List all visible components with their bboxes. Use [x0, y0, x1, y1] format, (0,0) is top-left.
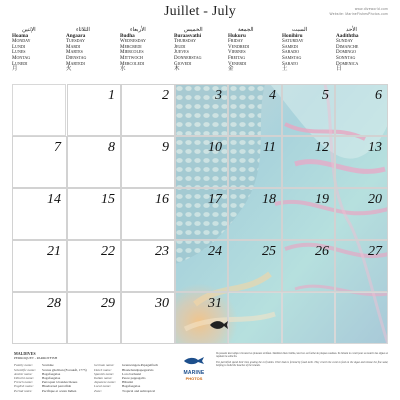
day-name-cjk: 水 [120, 66, 126, 73]
day-name-arabic: الإثنين [22, 27, 36, 33]
day-name-spanish: Domingo [336, 50, 357, 56]
day-number: 17 [208, 192, 222, 207]
day-name-german: Mittwoch [120, 55, 143, 61]
day-name-spanish: Martes [66, 50, 83, 56]
subject-label: PERROQUET - PARROTFISH [14, 356, 58, 361]
day-header-thursday [174, 28, 230, 73]
calendar-day [121, 240, 175, 292]
day-number: 13 [368, 140, 382, 155]
day-name-dhivehi: Buraasvathi [174, 32, 202, 39]
day-name-cjk: 土 [282, 66, 288, 73]
day-name-spanish: Sabado [282, 50, 300, 56]
day-name-french: Lundi [12, 44, 26, 50]
day-name-italian: Mercoledi [120, 61, 145, 67]
day-number: 8 [108, 140, 115, 155]
name-value: Tropical and subtropical [122, 388, 156, 393]
day-number: 28 [47, 296, 61, 311]
day-name-spanish: Jueves [174, 50, 189, 56]
calendar-day-empty [335, 292, 388, 344]
name-value: Grunwangen-Papageifisch [122, 363, 158, 368]
day-name-german: Dienstag [66, 55, 87, 61]
calendar-day [121, 188, 175, 240]
species-info [14, 352, 174, 393]
name-value: Perroquet à bandes bleues [42, 380, 78, 385]
calendar-day [228, 188, 282, 240]
calendar-day-empty [228, 292, 282, 344]
day-name-spanish: Miercoles [120, 50, 144, 56]
calendar-day [67, 136, 121, 188]
day-header-wednesday [120, 28, 176, 73]
day-name-dhivehi: Budha [120, 32, 135, 39]
name-value: Bagafaagalaa [42, 376, 61, 381]
calendar-grid [12, 84, 388, 344]
day-name-cjk: 木 [174, 66, 180, 73]
name-label: Dutch name: [94, 367, 112, 372]
day-number: 9 [162, 140, 169, 155]
name-value: Bagafaagalaa [42, 371, 61, 376]
day-name-english: Friday [228, 39, 244, 45]
day-name-english: Wednesday [120, 39, 146, 45]
day-name-arabic: الثلاثاء [76, 27, 90, 33]
calendar-day [228, 136, 282, 188]
name-value: Bagafaagalaa [122, 384, 141, 389]
day-number: 29 [101, 296, 115, 311]
day-number: 20 [368, 192, 382, 207]
day-number: 18 [262, 192, 276, 207]
name-label: Italian name: [94, 376, 113, 381]
brand-name-line-2: PHOTOS [185, 376, 203, 381]
day-name-english: Thursday [174, 39, 197, 45]
day-name-french: Mardi [66, 44, 81, 50]
brand-name-line-1: MARINE [183, 370, 205, 376]
day-number: 1 [108, 88, 115, 103]
day-name-english: Sunday [336, 39, 353, 45]
calendar-day [12, 136, 67, 188]
day-name-dhivehi: Angaara [66, 32, 86, 39]
day-number: 14 [47, 192, 61, 207]
day-name-french: Samedi [282, 44, 298, 50]
day-number: 11 [263, 140, 276, 155]
calendar-day [228, 240, 282, 292]
calendar-day [67, 84, 121, 136]
day-name-italian: Domenica [336, 61, 359, 67]
day-name-italian: Lunedi [12, 61, 28, 67]
calendar-day-empty [12, 84, 66, 136]
day-name-german: Freitag [228, 55, 246, 61]
name-label: French name: [14, 380, 33, 385]
day-name-spanish: Lunes [12, 50, 26, 56]
name-label: Family name: [14, 363, 33, 368]
day-number: 30 [155, 296, 169, 311]
species-names-table [14, 363, 174, 392]
name-label: Local name: [94, 384, 112, 389]
calendar-day [282, 240, 335, 292]
calendar-day [282, 84, 335, 136]
day-header-tuesday [66, 28, 122, 73]
day-name-spanish: Viernes [228, 50, 246, 56]
day-number: 2 [162, 88, 169, 103]
day-number: 10 [208, 140, 222, 155]
day-name-french: Dimanche [336, 44, 359, 50]
day-number: 7 [54, 140, 61, 155]
name-label: Spanish name: [94, 371, 115, 376]
calendar-day [12, 292, 67, 344]
day-number: 23 [155, 244, 169, 259]
day-number: 25 [262, 244, 276, 259]
day-name-arabic: الخميس [184, 27, 203, 33]
calendar-day [335, 136, 388, 188]
day-number: 16 [155, 192, 169, 207]
day-name-french: Jeudi [174, 44, 186, 50]
day-name-english: Saturday [282, 39, 304, 45]
calendar-day [67, 188, 121, 240]
name-label: English name: [14, 384, 34, 389]
day-name-english: Monday [12, 39, 31, 45]
location-label: MALDIVES [14, 351, 36, 356]
day-name-french: Mercredi [120, 44, 142, 50]
name-value: Pesce pappagallo [122, 376, 146, 381]
calendar-day [335, 84, 388, 136]
day-name-french: Vendredi [228, 44, 250, 50]
day-number: 4 [269, 88, 276, 103]
species-description [216, 352, 388, 369]
calendar-day [175, 292, 228, 344]
day-name-cjk: 金 [228, 66, 234, 73]
name-label: Zone: [94, 388, 102, 393]
day-number: 24 [208, 244, 222, 259]
name-value: Bluebarred parrotfish [42, 384, 72, 389]
day-name-german: Sonntag [336, 55, 356, 61]
day-name-dhivehi: Honihiru [282, 32, 303, 39]
calendar-day-empty [282, 292, 335, 344]
day-name-cjk: 月 [12, 66, 18, 73]
website-line-2: Website: MarineFishesPhotos.com [329, 12, 388, 16]
day-name-arabic: الأربعاء [130, 27, 146, 33]
calendar-day [175, 188, 228, 240]
day-number: 21 [47, 244, 61, 259]
name-value: Loro barbazul [122, 371, 142, 376]
name-value: Scaridae [42, 363, 54, 368]
calendar-day [12, 240, 67, 292]
calendar-day [175, 84, 228, 136]
calendar-day [228, 84, 282, 136]
day-name-cjk: 火 [66, 66, 72, 73]
page-title: Juillet - July [163, 4, 237, 19]
calendar-day [175, 240, 228, 292]
calendar-day [282, 136, 335, 188]
day-number: 3 [215, 88, 222, 103]
day-name-german: Montag [12, 55, 31, 61]
description-english: The parrotfish spend their time grazing the reef tables. Their beak is formed by fused teeth. They crunch the coral to feed on the algae and release the fine sand, helping to build the beaches of the islands. [216, 360, 388, 367]
day-header-sunday [336, 28, 392, 73]
day-number: 15 [101, 192, 115, 207]
fish-logo-icon [183, 356, 205, 365]
day-number: 12 [315, 140, 329, 155]
day-name-arabic: الجمعة [238, 27, 254, 33]
name-label: Arabic name: [14, 371, 33, 376]
day-name-german: Donnerstag [174, 55, 202, 61]
calendar-day [12, 188, 67, 240]
day-name-arabic: الأحد [346, 27, 357, 33]
description-french: Ils passent leur temps à brouter les plateaux récifaux. Dentition bien visible, leur bec est formé de plaques soudées. Ils brisent le corail pour se nourrir des algues et rejettent le sable fin. [216, 352, 388, 359]
day-name-dhivehi: Hoama [12, 32, 29, 39]
day-name-italian: Venerdi [228, 61, 247, 67]
day-name-dhivehi: Hukuru [228, 32, 246, 39]
day-number: 31 [208, 296, 222, 311]
day-number: 5 [322, 88, 329, 103]
name-label: Dhivehi name: [14, 376, 35, 381]
calendar-day [335, 240, 388, 292]
calendar-day [282, 188, 335, 240]
day-header-friday [228, 28, 284, 73]
day-header-saturday [282, 28, 338, 73]
name-value: Scarus ghobban (Forsskål, 1775) [42, 367, 87, 372]
name-value: Hibudai [122, 380, 133, 385]
day-number: 26 [315, 244, 329, 259]
name-value: Pacifique et océan Indien [42, 388, 77, 393]
name-label: German name: [94, 363, 115, 368]
calendar-day [67, 240, 121, 292]
day-number: 19 [315, 192, 329, 207]
day-header-monday [12, 28, 68, 73]
calendar-day [121, 136, 175, 188]
calendar-day [175, 136, 228, 188]
day-name-italian: Sabato [282, 61, 299, 67]
brand-logo [179, 352, 209, 381]
calendar-day [121, 292, 175, 344]
day-name-english: Tuesday [66, 39, 85, 45]
day-number: 22 [101, 244, 115, 259]
day-number: 27 [368, 244, 382, 259]
calendar-day [335, 188, 388, 240]
day-name-italian: Martedi [66, 61, 85, 67]
fish-silhouette-icon [209, 319, 229, 331]
name-value: Blauwbandpapegaaivis [122, 367, 154, 372]
day-number: 6 [375, 88, 382, 103]
day-name-german: Samstag [282, 55, 302, 61]
website-line-1: www.diveworld.com [354, 7, 388, 11]
name-label: Scientific name: [14, 367, 36, 372]
calendar-day [121, 84, 175, 136]
name-label: Period notes: [14, 388, 33, 393]
day-name-dhivehi: Aadiththa [336, 32, 359, 39]
name-label: Japanese name: [94, 380, 116, 385]
day-name-cjk: 日 [336, 66, 342, 73]
day-name-italian: Giovedi [174, 61, 192, 67]
calendar-day [67, 292, 121, 344]
day-name-arabic: السبت [292, 27, 308, 33]
